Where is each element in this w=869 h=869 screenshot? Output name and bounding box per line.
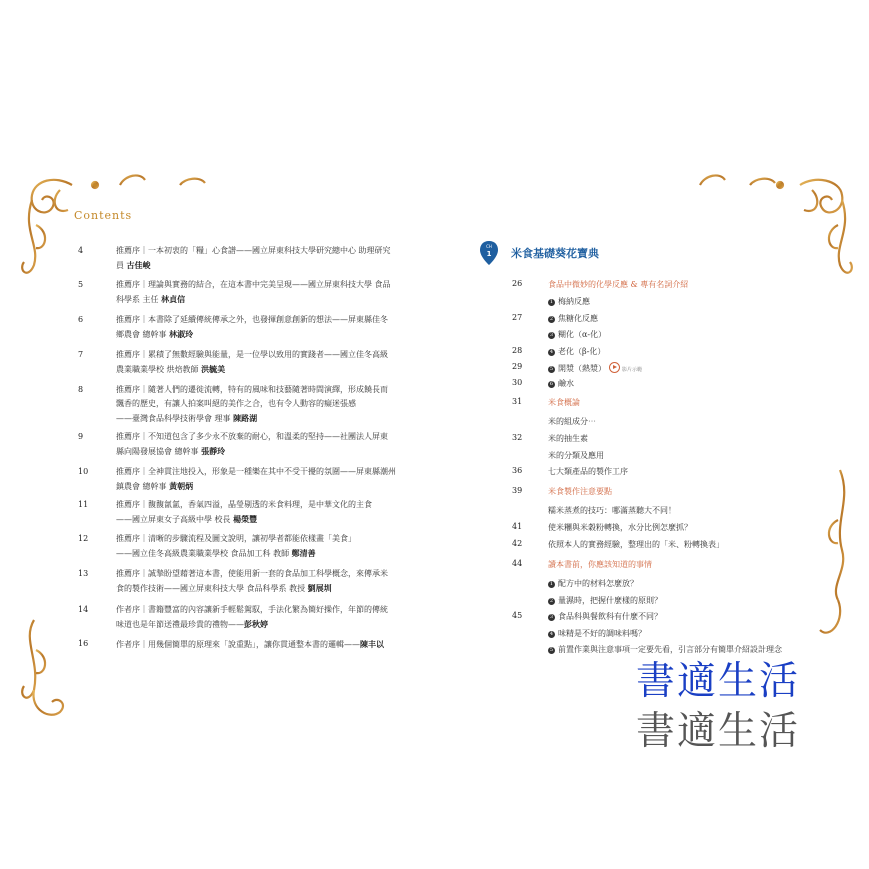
- toc-page-number: 16: [78, 639, 89, 648]
- toc-page-number: 31: [512, 397, 523, 406]
- toc-item-text: 開漿（熱漿）: [558, 364, 606, 373]
- chapter-badge: [480, 241, 498, 265]
- toc-item[interactable]: [548, 522, 692, 534]
- toc-entry-text: 推薦序｜累積了無數經驗與能量，是一位學以致用的實踐者——國立佳冬高級 農業職業學校 烘焙教師 洪毓美: [116, 350, 388, 374]
- chapter-badge-number: 1: [486, 250, 492, 258]
- toc-entry-text: 推薦序｜一本初衷的「糧」心食譜——國立屏東科技大學研究總中心 助理研究 員 古佳峻: [116, 246, 391, 270]
- toc-page-number: 8: [78, 385, 84, 394]
- toc-item[interactable]: [548, 313, 598, 325]
- toc-page-number: 45: [512, 611, 523, 620]
- toc-item-text: 米的分類及應用: [548, 451, 604, 460]
- toc-item-text: 糯米蒸煮的技巧：哪滿蒸聽大不同！: [548, 506, 676, 515]
- toc-item-text: 鹼水: [558, 379, 574, 388]
- toc-entry-text: 作者序｜書籍豐富的內容讓新手輕鬆駕馭，手法化繁為簡好操作，年節的傳統 味道也是年節送禮最珍貴的禮物——彭秋婷: [116, 605, 388, 629]
- toc-item[interactable]: [548, 539, 724, 551]
- toc-page-number: 12: [78, 534, 89, 543]
- toc-section[interactable]: [548, 559, 652, 571]
- toc-item[interactable]: [548, 378, 574, 390]
- toc-page-number: 10: [78, 467, 89, 476]
- toc-section[interactable]: [548, 397, 580, 409]
- toc-section[interactable]: [548, 486, 612, 498]
- toc-entry-text: 推薦序｜清晰的步驟流程及圖文說明，讓初學者都能依樣畫「美食」 ——國立佳冬高級農業職業學校 食品加工科 教師 鄭清善: [116, 534, 356, 558]
- toc-page-number: 30: [512, 378, 523, 387]
- number-bullet: 4: [549, 349, 554, 355]
- toc-item[interactable]: [548, 296, 590, 308]
- toc-item-text: 配方中的材料怎麼放？: [558, 579, 638, 588]
- toc-item[interactable]: [548, 329, 606, 341]
- toc-entry-text: 推薦序｜馥馥氤氳，香氣四溢，晶瑩剔透的米食料理，是中華文化的主食 ——國立屏東女子高級中學 校長 楊榮豐: [116, 500, 372, 524]
- number-bullet: 2: [549, 598, 554, 604]
- toc-item-text: 七大類產品的製作工序: [548, 467, 628, 476]
- toc-item[interactable]: [548, 450, 604, 462]
- toc-item-text: 梅納反應: [558, 297, 590, 306]
- toc-item-text: 使米糰與米穀粉轉換，水分比例怎麼抓？: [548, 523, 692, 532]
- toc-page-number: 26: [512, 279, 523, 288]
- toc-item[interactable]: [548, 346, 605, 358]
- toc-item[interactable]: [548, 611, 662, 623]
- toc-item-text: 焦糖化反應: [558, 314, 598, 323]
- toc-item-text: 米食製作注意要點: [548, 487, 612, 496]
- toc-item[interactable]: [548, 466, 628, 478]
- toc-page-number: 11: [78, 500, 89, 509]
- toc-item-text: 米食概論: [548, 398, 580, 407]
- toc-item[interactable]: [548, 362, 642, 376]
- number-bullet: 1: [549, 299, 554, 305]
- toc-page-number: 39: [512, 486, 523, 495]
- toc-item-text: 糊化（α-化）: [558, 330, 607, 339]
- number-bullet: 1: [549, 581, 554, 587]
- toc-item-text: 依照本人的實務經驗，整理出的「米、粉轉換表」: [548, 540, 724, 549]
- toc-item[interactable]: [548, 416, 596, 428]
- toc-page-number: 44: [512, 559, 523, 568]
- toc-item[interactable]: [548, 505, 676, 517]
- toc-page-number: 6: [78, 315, 84, 324]
- toc-item-text: 食品科與餐飲科有什麼不同？: [558, 612, 662, 621]
- toc-page-number: 5: [78, 280, 84, 289]
- number-bullet: 5: [549, 366, 554, 372]
- number-bullet: 3: [549, 332, 554, 338]
- toc-item-text: 米的抽生素: [548, 434, 588, 443]
- toc-page-number: 36: [512, 466, 523, 475]
- toc-item-text: 量濕時，把握什麼樣的原則？: [558, 596, 662, 605]
- toc-page-number: 7: [78, 350, 84, 359]
- number-bullet: 5: [549, 647, 554, 653]
- toc-item-text: 前置作業與注意事項一定要先看，引言部分有簡單介紹設計理念: [558, 645, 782, 654]
- toc-entry-text: 推薦序｜本書除了延續傳統傳承之外，也發揮創意創新的想法——屏東縣佳冬 鄉農會 總幹事 林淑玲: [116, 315, 388, 339]
- toc-page-number: 27: [512, 313, 523, 322]
- toc-page-number: 28: [512, 346, 523, 355]
- toc-page-number: 41: [512, 522, 523, 531]
- toc-item[interactable]: [548, 628, 646, 640]
- right-frame: [625, 175, 852, 632]
- play-icon[interactable]: [609, 362, 620, 373]
- toc-item-text: 米的組成分⋯: [548, 417, 596, 426]
- video-label: 影片示範: [622, 367, 643, 373]
- watermark-gray: 書適生活: [636, 709, 801, 754]
- number-bullet: 4: [549, 631, 554, 637]
- toc-item[interactable]: [548, 433, 588, 445]
- chapter-title: 米食基礎葵花寶典: [511, 247, 599, 260]
- toc-page-number: 42: [512, 539, 523, 548]
- toc-page-number: 29: [512, 362, 523, 371]
- toc-page-number: 4: [78, 246, 84, 255]
- toc-item-text: 食品中微妙的化學反應 & 專有名詞介紹: [548, 280, 689, 289]
- toc-entry-text: 推薦序｜理論與實務的結合，在這本書中完美呈現——國立屏東科技大學 食品 科學系 主任 林貞信: [116, 280, 391, 304]
- chapter-badge-label: CH: [486, 244, 492, 249]
- toc-item[interactable]: [548, 578, 638, 590]
- toc-entry-text: 推薦序｜隨著人們的遷徙流轉，特有的風味和技藝隨著時間演繹，形成饒長而 飄香的歷史，有讓人拍案叫絕的美作之合，也有令人動容的癡迷張感 ——臺灣食品科學技術學會 理事 陳路湖: [116, 385, 388, 423]
- toc-page-number: 32: [512, 433, 523, 442]
- toc-section[interactable]: [548, 279, 688, 291]
- number-bullet: 2: [549, 316, 554, 322]
- toc-item-text: 讀本書前，你應該知道的事情: [548, 560, 652, 569]
- toc-page-number: 14: [78, 605, 89, 614]
- toc-item-text: 老化（β-化）: [558, 347, 606, 356]
- toc-entry-text: 推薦序｜全神貫注地投入，形象是一種樂在其中不受干擾的氛圍——屏東縣潮州 鎮農會 總幹事 黃朝炳: [116, 467, 396, 491]
- toc-entry-text: 作者序｜用幾個簡單的原理來「說重點」，讓你貫通整本書的邏輯——陳丰以: [116, 639, 384, 649]
- toc-page-number: 9: [78, 432, 84, 441]
- watermark-blue: 書適生活: [636, 659, 801, 704]
- contents-heading: Contents: [74, 209, 133, 222]
- toc-item-text: 味精是不好的調味料嗎？: [558, 629, 646, 638]
- number-bullet: 3: [549, 614, 554, 620]
- number-bullet: 6: [549, 381, 554, 387]
- toc-page-number: 13: [78, 569, 89, 578]
- toc-entry-text: 推薦序｜不知道包含了多少永不放棄的耐心，和溫柔的堅持——社團法人屏東 縣向陽發展協會 總幹事 張靜玲: [116, 432, 388, 456]
- toc-entry-text: 推薦序｜誠摯盼望藉著這本書，使能用新一套的食品加工科學概念，來傳承米 食的製作技術——國立屏東科技大學 食品科學系 教授 劉展圳: [116, 569, 388, 593]
- toc-item[interactable]: [548, 595, 662, 607]
